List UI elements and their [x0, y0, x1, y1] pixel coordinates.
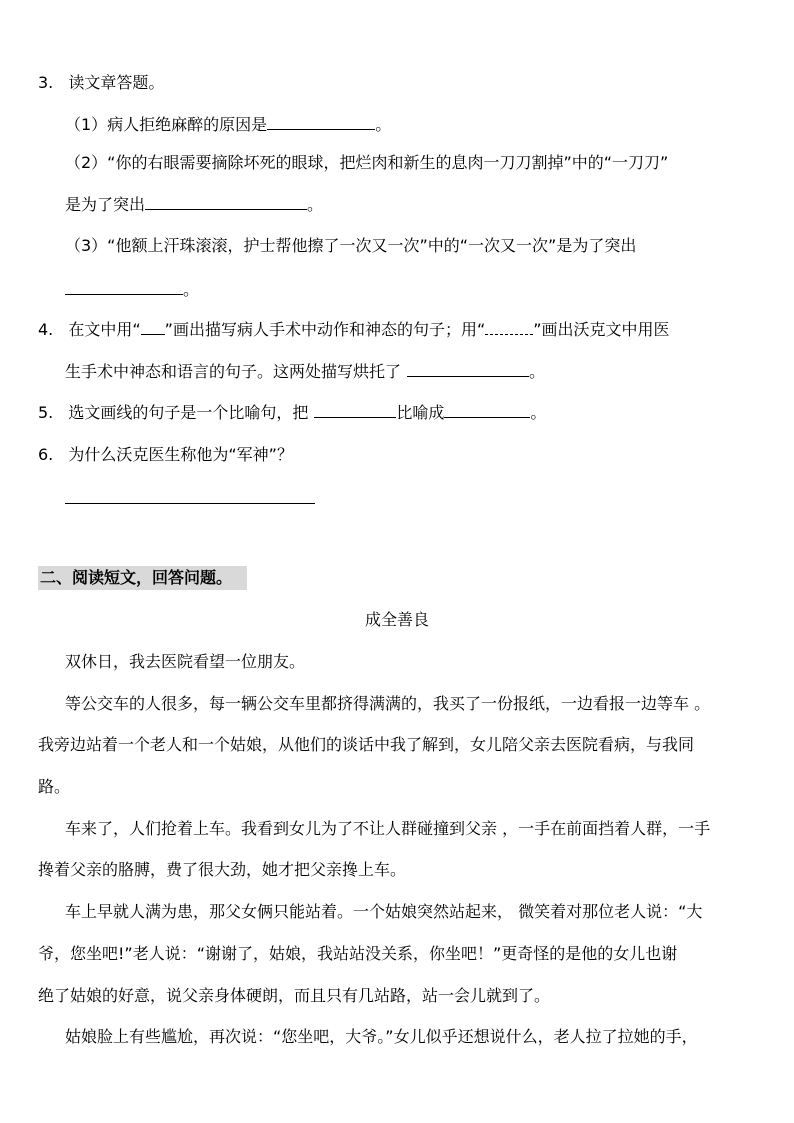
q3-part-1-text: （1）病人拒绝麻醉的原因是: [65, 115, 268, 134]
question-6: [38, 445, 293, 465]
q3-part-2-cont-text: 是为了突出: [65, 195, 146, 214]
q3-part-3-text: （3）“他额上汗珠滚滚，护士帮他擦了一次又一次”中的“一次又一次”是为了突出: [65, 236, 637, 255]
punctuation: 。: [307, 195, 324, 214]
punctuation: 。: [375, 115, 392, 134]
section-heading: 二、阅读短文，回答问题。: [38, 566, 247, 590]
question-number: 3.: [38, 73, 54, 92]
paragraph-1: 双休日，我去医院看望一位朋友。: [65, 652, 306, 671]
q3-part-1: [65, 115, 391, 135]
answer-blank[interactable]: [65, 280, 183, 295]
q4-line-2: [65, 362, 545, 382]
answer-blank[interactable]: [267, 115, 375, 130]
paragraph-3-line-2: 搀着父亲的胳膊，费了很大劲，她才把父亲搀上车。: [38, 860, 407, 879]
answer-blank[interactable]: [145, 195, 307, 210]
q3-part-2-text: （2）“你的右眼需要摘除坏死的眼球，把烂肉和新生的息肉一刀刀割掉”中的“一刀刀”: [65, 153, 669, 172]
q3-part-3: [65, 236, 636, 256]
q6-text: 为什么沃克医生称他为“军神”？: [68, 445, 293, 464]
paragraph-5-line-1: 姑娘脸上有些尴尬，再次说：“您坐吧，大爷。”女儿似乎还想说什么，老人拉了拉她的手，: [65, 1027, 698, 1046]
q4-text-b: ”画出描写病人手术中动作和神态的句子；用“: [164, 320, 486, 339]
question-number: 5.: [38, 403, 54, 422]
paragraph-2-line-1: 等公交车的人很多，每一辆公交车里都挤得满满的，我买了一份报纸，一边看报一边等车 。: [65, 694, 711, 713]
q4-text-a: 在文中用“: [68, 320, 141, 339]
paragraph-3-line-1: 车来了，人们抢着上车。我看到女儿为了不让人群碰撞到父亲 ，一手在前面挡着人群，一手: [65, 819, 711, 838]
q5-text-mid: 比喻成: [396, 403, 445, 422]
question-number: 4.: [38, 320, 54, 339]
punctuation: 。: [183, 280, 200, 299]
question-title: 读文章答题。: [68, 73, 165, 92]
punctuation: 。: [530, 403, 547, 422]
paragraph-2-line-2: 我旁边站着一个老人和一个姑娘，从他们的谈话中我了解到，女儿陪父亲去医院看病，与我同: [38, 735, 695, 754]
q5-text-pre: 选文画线的句子是一个比喻句，把: [68, 403, 309, 422]
q3-part-2-cont: [65, 195, 323, 215]
paragraph-4-line-1: 车上早就人满为患，那父女俩只能站着。一个姑娘突然站起来， 微笑着对那位老人说：“大: [65, 902, 703, 921]
answer-blank[interactable]: [444, 403, 530, 418]
q3-part-2: [65, 153, 668, 173]
question-number: 6.: [38, 445, 54, 464]
paragraph-4-line-2: 爷，您坐吧!”老人说：“谢谢了，姑娘，我站站没关系，你坐吧！”更奇怪的是他的女儿也谢: [38, 944, 678, 963]
answer-blank[interactable]: [407, 362, 529, 377]
wavy-underline-sample: [485, 320, 533, 335]
question-3: [38, 73, 164, 93]
question-5: [38, 403, 546, 423]
q4-line-2-text: 生手术中神态和语言的句子。这两处描写烘托了: [65, 362, 402, 381]
q4-text-c: ”画出沃克文中用医: [533, 320, 670, 339]
paragraph-2-line-3: 路。: [38, 777, 71, 796]
answer-blank[interactable]: [314, 403, 396, 418]
punctuation: 。: [529, 362, 546, 381]
answer-line[interactable]: [65, 503, 315, 504]
straight-underline-sample: [141, 320, 165, 335]
question-4: [38, 320, 670, 340]
passage-title: 成全善良: [364, 610, 429, 629]
q3-part-3-cont: [65, 280, 199, 300]
paragraph-4-line-3: 绝了姑娘的好意，说父亲身体硬朗，而且只有几站路，站一会儿就到了。: [38, 986, 551, 1005]
